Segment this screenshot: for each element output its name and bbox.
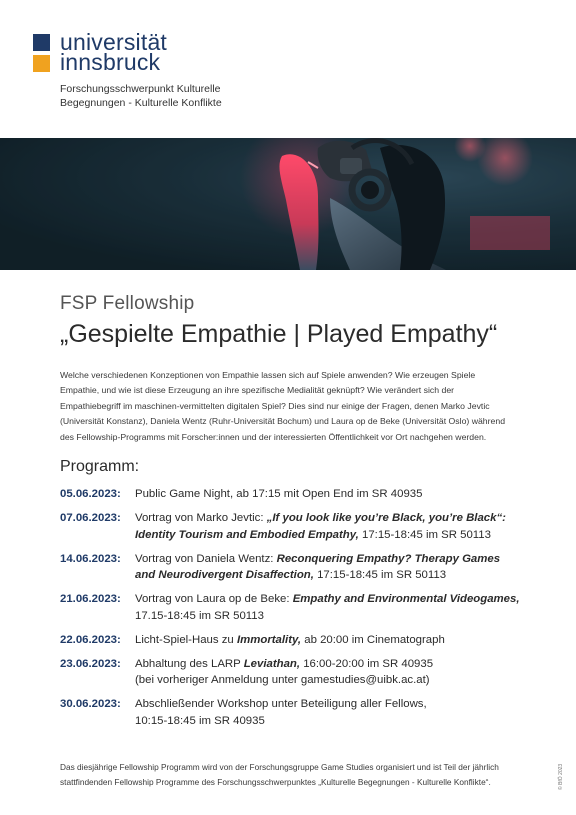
- event-date: 05.06.2023:: [60, 488, 121, 500]
- talk-title-continued: and Neurodivergent Disaffection,: [135, 569, 314, 581]
- event-text: Vortrag von Laura op de Beke:: [135, 593, 293, 605]
- event-text: Vortrag von Daniela Wentz:: [135, 552, 277, 565]
- hero-image: [0, 138, 576, 270]
- image-copyright: © BfÖ 2023: [558, 763, 564, 790]
- event-description: [135, 591, 540, 624]
- footer-line-1: Das diesjährige Fellowship Programm wird von der Forschungsgruppe Game Studies organisiert und ist Teil der jährlich: [60, 762, 499, 772]
- research-focus-subtitle: [60, 82, 340, 110]
- registration-note: (bei vorheriger Anmeldung unter gamestudies@uibk.ac.at): [135, 674, 430, 686]
- university-logo: [33, 29, 293, 78]
- talk-title-continued: Identity Tourism and Embodied Empathy,: [135, 528, 359, 541]
- event-time-location: 17:15-18:45 im SR 50113: [358, 528, 491, 541]
- event-description: [135, 486, 540, 503]
- program-item: [60, 632, 540, 649]
- larp-title: Leviathan,: [243, 657, 301, 670]
- program-list: [60, 486, 540, 737]
- logo-word-2: innsbruck: [60, 49, 161, 75]
- program-item: [60, 551, 540, 584]
- intro-line: Welche verschiedenen Konzeptionen von Empathie lassen sich auf Spiele anwenden? Wie erzeugen Spiele: [60, 370, 476, 380]
- intro-line: Empathiebegriff im maschinen-vermittelten digitalen Spiel? Dies sind nur einige der Fragen, denen Marko Jevtic: [60, 400, 490, 411]
- event-text: Public Game Night, ab 17:15 mit Open End im SR 40935: [135, 488, 423, 500]
- program-item: [60, 696, 540, 729]
- event-description: [135, 510, 540, 543]
- program-item: [60, 486, 540, 503]
- intro-paragraph: [60, 368, 530, 445]
- program-item: [60, 510, 540, 543]
- event-text: Licht-Spiel-Haus zu: [135, 633, 237, 646]
- event-time-location: ab 20:00 im Cinematograph: [301, 633, 445, 646]
- talk-title: „If you look like you’re Black, you’re Black“:: [266, 512, 506, 524]
- intro-line: (Universität Konstanz), Daniela Wentz (Ruhr-Universität Bochum) und Laura op de Beke (Universität Oslo) während: [60, 416, 506, 427]
- logo-word-1: universität: [60, 29, 168, 55]
- event-description: [135, 696, 540, 729]
- event-description: [135, 632, 540, 649]
- event-description: [135, 551, 540, 584]
- event-time-location: 16:00-20:00 im SR 40935: [300, 657, 434, 670]
- event-date: 22.06.2023:: [60, 633, 121, 646]
- event-date: 30.06.2023:: [60, 698, 121, 710]
- talk-title: Empathy and Environmental Videogames,: [292, 593, 520, 605]
- event-time-location: 17:15-18:45 im SR 50113: [313, 569, 447, 581]
- event-text: Vortrag von Marko Jevtic:: [135, 512, 267, 524]
- event-text: Abhaltung des LARP: [135, 657, 244, 670]
- film-title: Immortality,: [236, 633, 302, 646]
- program-item: [60, 591, 540, 624]
- logo-blue-square: [33, 34, 50, 51]
- fellowship-kicker: FSP Fellowship: [60, 293, 195, 314]
- event-date: 23.06.2023:: [60, 657, 121, 670]
- intro-line: des Fellowship-Programms mit Forscher:innen und der interessierten Öffentlichkeit vor Ort nachgehen werden.: [60, 431, 487, 442]
- event-title: „Gespielte Empathie | Played Empathy“: [60, 320, 498, 348]
- vr-player-illustration: [0, 138, 576, 270]
- program-item: [60, 656, 540, 689]
- talk-title: Reconquering Empathy? Therapy Games: [276, 552, 501, 565]
- footer-note: [60, 760, 530, 790]
- event-text: Abschließender Workshop unter Beteiligung aller Fellows,: [135, 698, 427, 710]
- subtitle-line-2: Begegnungen - Kulturelle Konflikte: [60, 97, 222, 109]
- event-time-location: 17.15-18:45 im SR 50113: [135, 609, 264, 622]
- footer-line-2: stattfindenden Fellowship Programme des Forschungsschwerpunktes „Kulturelle Begegnungen - Kulturelle Konflikte“.: [60, 777, 491, 787]
- event-time-location: 10:15-18:45 im SR 40935: [135, 714, 265, 727]
- subtitle-line-1: Forschungsschwerpunkt Kulturelle: [60, 83, 221, 95]
- logo-orange-square: [33, 55, 50, 72]
- event-date: 21.06.2023:: [60, 593, 121, 605]
- intro-line: Empathie, und wie ist diese Erzeugung an ihre spezifische Medialität geknüpft? Wie verändert sich der: [60, 385, 455, 396]
- program-heading: Programm:: [60, 458, 140, 475]
- event-description: [135, 656, 540, 689]
- event-date: 14.06.2023:: [60, 552, 121, 565]
- event-date: 07.06.2023:: [60, 512, 121, 524]
